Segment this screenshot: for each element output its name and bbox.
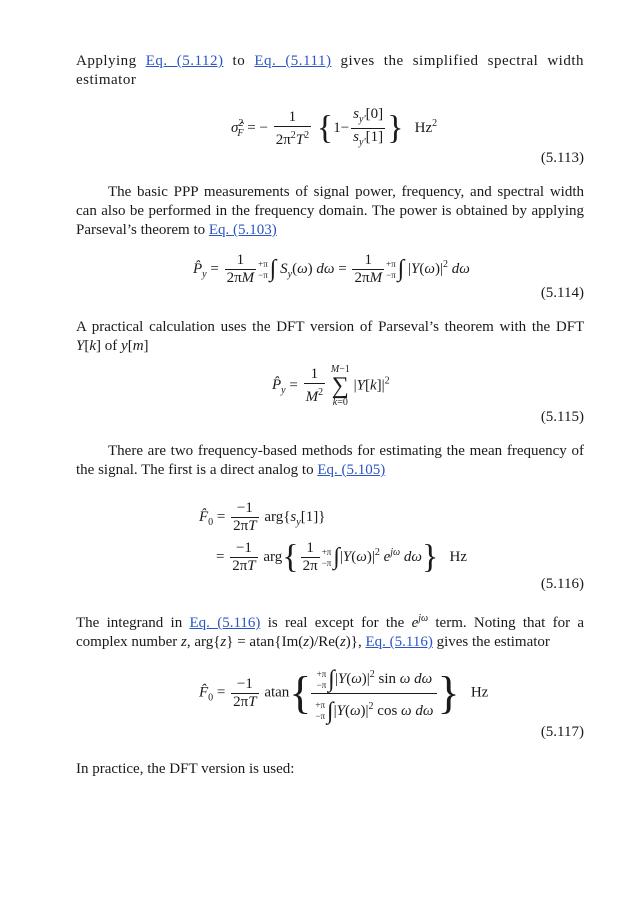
unit-hz: Hz xyxy=(470,684,489,701)
equation-5-116-line2: = $\frac{-1}{2\pi T}$ arg{ $\frac{1}{2\pi}$ +π $-\pi\int|Y(\omega)|^2$ $e^{j\omega}$ dω} Hz xyxy=(216,538,468,576)
text: There are two frequency-based methods for estimating the mean frequency of the signal. The first is a direct analog to xyxy=(76,443,584,478)
eq-link-5-116[interactable]: Eq. (5.116) xyxy=(189,615,261,631)
eq-link-5-111[interactable]: Eq. (5.111) xyxy=(254,53,332,69)
text: Applying xyxy=(76,53,137,69)
text: term. Noting that for a complex number xyxy=(76,615,585,650)
text: gives the estimator xyxy=(436,634,550,650)
text: gives the simplified spectral width estimator xyxy=(76,53,585,88)
unit-hz: Hz xyxy=(414,119,433,136)
eq-link-5-116[interactable]: Eq. (5.116) xyxy=(365,634,433,650)
equation-number: (5.116) xyxy=(540,576,584,592)
paragraph-frequency-domain xyxy=(76,183,584,240)
equation-5-113: σ̂$^2_F$ = − $\frac{1}{2\pi^2T^2}$ {1− $\frac{s_{y'}[0]}{s_{y'}[1]}$ } Hz$^2$ xyxy=(231,106,438,148)
paragraph-mean-frequency xyxy=(76,442,584,480)
equation-5-116-line1: $F̂_0$ = $\frac{-1}{2\pi T}$ $arg\{s_y[1]\}$ xyxy=(199,500,326,534)
paragraph-dft-version xyxy=(76,760,584,779)
equation-number: (5.114) xyxy=(540,285,584,301)
text: In practice, the DFT version is used: xyxy=(76,761,295,777)
eq-link-5-112[interactable]: Eq. (5.112) xyxy=(145,53,224,69)
equation-5-115: $P̂_y$ = $\frac{1}{M^2}$ M−1 ∑ k=0 $|Y[k]|^2$ xyxy=(272,364,390,408)
equation-number: (5.115) xyxy=(540,409,584,425)
paragraph-intro xyxy=(76,52,584,90)
text: of xyxy=(104,338,118,354)
text: is real except for the xyxy=(267,615,405,631)
equation-number: (5.113) xyxy=(540,150,584,166)
equation-5-114: $P̂_y$ = $\frac{1}{2\pi M}$ +π −π∫ $S_y(\omega) d\omega$ = $\frac{1}{2\pi M}$ +π −π∫ $|Y(\omega)|^2$ dω xyxy=(193,252,470,286)
text: The basic PPP measurements of signal power, frequency, and spectral width can also be performed in the frequency domain. The power is obtained by applying Parseval’s theorem to xyxy=(76,184,584,238)
eq-link-5-103[interactable]: Eq. (5.103) xyxy=(208,222,277,238)
text: to xyxy=(232,53,246,69)
eq-link-5-105[interactable]: Eq. (5.105) xyxy=(317,462,386,478)
equation-number: (5.117) xyxy=(540,724,584,740)
paragraph-dft-parseval: A practical calculation uses the DFT version of Parseval’s theorem with the DFT Y[k] of y[m] xyxy=(76,319,584,354)
paragraph-integrand: The integrand in Eq. (5.116) is real except for the $e^{j\omega}$ term. Noting that for a complex number z, arg{z} = atan{Im(z)/Re(z)}, Eq. (5.116) gives the estimator xyxy=(76,613,585,650)
text: The integrand in xyxy=(76,615,183,631)
text: A practical calculation uses the DFT version of Parseval’s theorem with the DFT xyxy=(76,319,584,335)
equation-5-117: $F̂_0$ = $\frac{-1}{2\pi T}$ atan{ +π $-\pi\int|Y(\omega)|^2$ sin ω dω +π $-\pi\int|Y(\omega)|^2$ cos ω dω } Hz xyxy=(199,662,488,724)
unit-hz: Hz xyxy=(449,548,468,565)
